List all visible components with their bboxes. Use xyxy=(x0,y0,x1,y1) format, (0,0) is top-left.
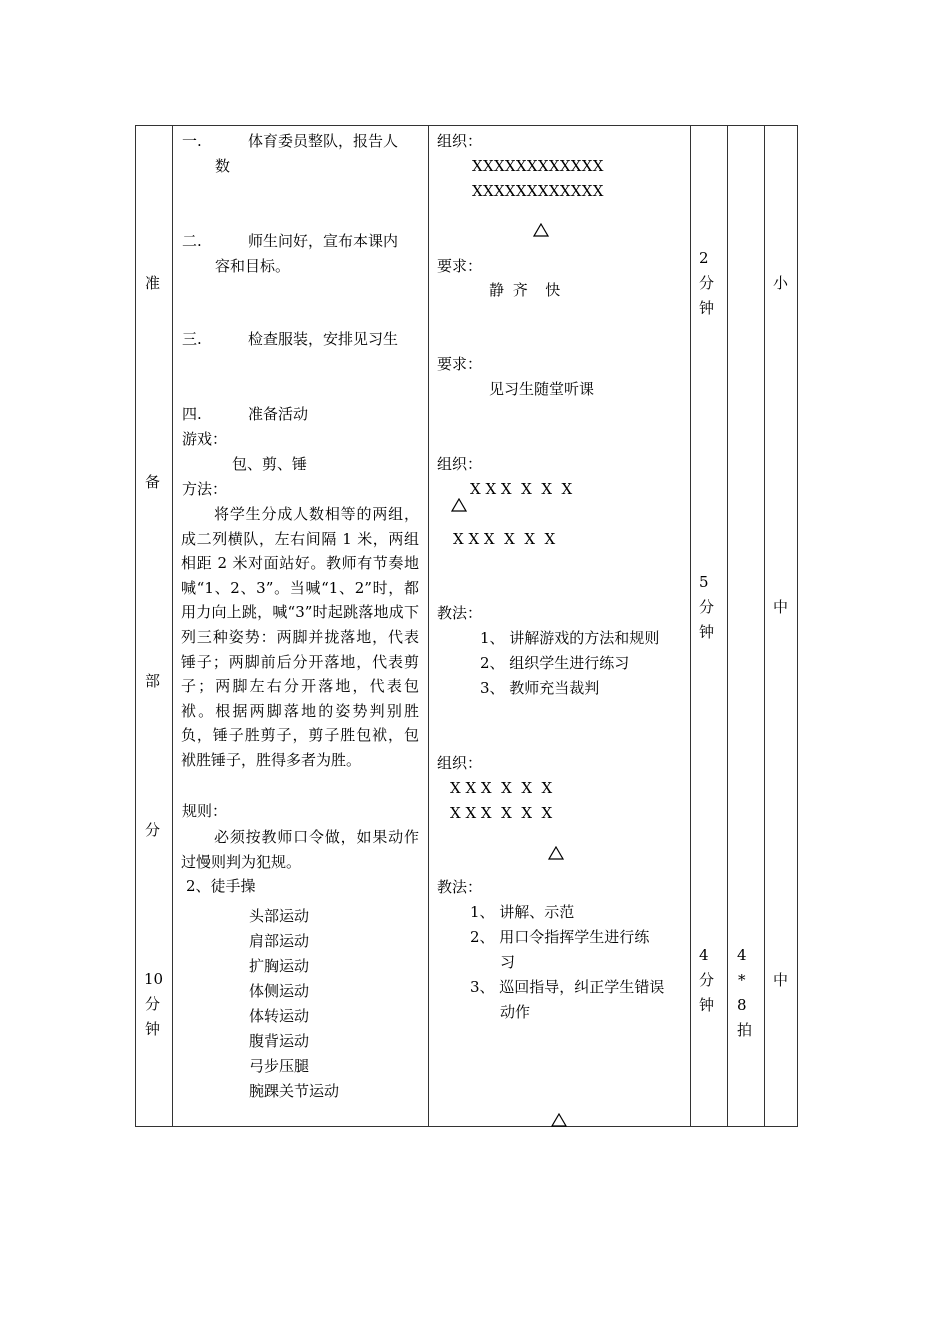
requirement-text: 静 齐 快 xyxy=(489,281,561,299)
column-divider xyxy=(727,126,728,1126)
teaching-method-label: 教法： xyxy=(437,878,483,896)
time-char: 钟 xyxy=(699,623,715,641)
column-divider xyxy=(172,126,173,1126)
time-char: 5 xyxy=(699,573,709,591)
formation-row: X X X X X X xyxy=(450,779,553,797)
section-label-char: 分 xyxy=(145,821,161,839)
formation-row: X X X X X X xyxy=(470,480,573,498)
item-number: 一. xyxy=(182,132,202,150)
column-divider xyxy=(690,126,691,1126)
org-label: 组织： xyxy=(437,132,483,150)
exercise-item: 弓步压腿 xyxy=(249,1057,310,1075)
time-char: 2 xyxy=(699,249,709,267)
item-text: 容和目标。 xyxy=(215,257,291,275)
item-text: 检查服装，安排见习生 xyxy=(248,330,399,348)
time-char: 4 xyxy=(699,946,709,964)
exercise-item: 扩胸运动 xyxy=(249,957,310,975)
beats-char: 4 xyxy=(737,946,747,964)
beats-char: * xyxy=(738,971,746,989)
teaching-method-item: 3、 教师充当裁判 xyxy=(480,679,600,697)
exercise-item: 头部运动 xyxy=(249,907,310,925)
teaching-method-item: 1、 讲解、示范 xyxy=(470,903,575,921)
method-text: 将学生分成人数相等的两组，成二列横队，左右间隔 1 米，两组相距 2 米对面站好。教师有节奏地喊“1、2、3”。当喊“1、2”时，都用力向上跳，喊“3”时起跳落地成下列三种姿势：两脚并拢落地，代表锤子；两脚前后分开落地，代表剪子；两脚左右分开落地，代表包袱。根据两脚落地的姿势判别胜负，锤子胜剪子，剪子胜包袱，包袱胜锤子，胜得多者为胜。 xyxy=(181,505,419,769)
section-label-char: 备 xyxy=(145,473,161,491)
exercise-item: 腕踝关节运动 xyxy=(249,1082,340,1100)
rule-label: 规则： xyxy=(182,802,228,820)
section-duration-number: 10 xyxy=(144,970,164,988)
requirement-label: 要求： xyxy=(437,257,483,275)
org-label: 组织： xyxy=(437,455,483,473)
time-char: 钟 xyxy=(699,299,715,317)
item-text: 师生问好，宣布本课内 xyxy=(248,232,399,250)
exercise-item: 腹背运动 xyxy=(249,1032,310,1050)
time-char: 分 xyxy=(699,274,715,292)
exercise-item: 体转运动 xyxy=(249,1007,310,1025)
method-label: 方法： xyxy=(182,480,228,498)
section-label-char: 准 xyxy=(145,274,161,292)
item-number: 四. xyxy=(182,405,202,423)
item-number: 二. xyxy=(182,232,202,250)
teaching-method-item: 3、 巡回指导，纠正学生错误 xyxy=(470,978,665,996)
column-divider xyxy=(428,126,429,1126)
item-number: 三. xyxy=(182,330,202,348)
time-char: 钟 xyxy=(699,996,715,1014)
item-text: 体育委员整队，报告人 xyxy=(248,132,399,150)
formation-row: XXXXXXXXXXXX xyxy=(472,182,604,200)
column-divider xyxy=(764,126,765,1126)
rule-text: 必须按教师口令做，如果动作过慢则判为犯规。 xyxy=(181,828,419,871)
teaching-method-label: 教法： xyxy=(437,604,483,622)
intensity-value: 中 xyxy=(773,598,789,616)
time-char: 分 xyxy=(699,598,715,616)
org-label: 组织： xyxy=(437,754,483,772)
time-char: 分 xyxy=(699,971,715,989)
teaching-method-item: 动作 xyxy=(500,1003,531,1021)
exercise-item: 体侧运动 xyxy=(249,982,310,1000)
formation-row: XXXXXXXXXXXX xyxy=(472,157,604,175)
exercise-title: 2、徒手操 xyxy=(186,877,256,895)
section-label-char: 部 xyxy=(145,672,161,690)
item-text: 准备活动 xyxy=(248,405,309,423)
teaching-method-item: 2、 组织学生进行练习 xyxy=(480,654,630,672)
game-label: 游戏： xyxy=(182,430,228,448)
formation-row: X X X X X X xyxy=(453,530,556,548)
intensity-value: 小 xyxy=(773,274,789,292)
beats-char: 8 xyxy=(737,996,747,1014)
requirement-text: 见习生随堂听课 xyxy=(489,380,595,398)
teaching-method-item: 2、 用口令指挥学生进行练 xyxy=(470,928,650,946)
requirement-label: 要求： xyxy=(437,355,483,373)
beats-char: 拍 xyxy=(737,1021,753,1039)
section-duration-char: 钟 xyxy=(145,1020,161,1038)
teaching-method-item: 习 xyxy=(500,953,516,971)
exercise-item: 肩部运动 xyxy=(249,932,310,950)
item-text: 数 xyxy=(215,157,231,175)
teaching-method-item: 1、 讲解游戏的方法和规则 xyxy=(480,629,660,647)
intensity-value: 中 xyxy=(773,971,789,989)
formation-row: X X X X X X xyxy=(450,804,553,822)
section-duration-char: 分 xyxy=(145,995,161,1013)
game-name: 包、剪、锤 xyxy=(232,455,308,473)
